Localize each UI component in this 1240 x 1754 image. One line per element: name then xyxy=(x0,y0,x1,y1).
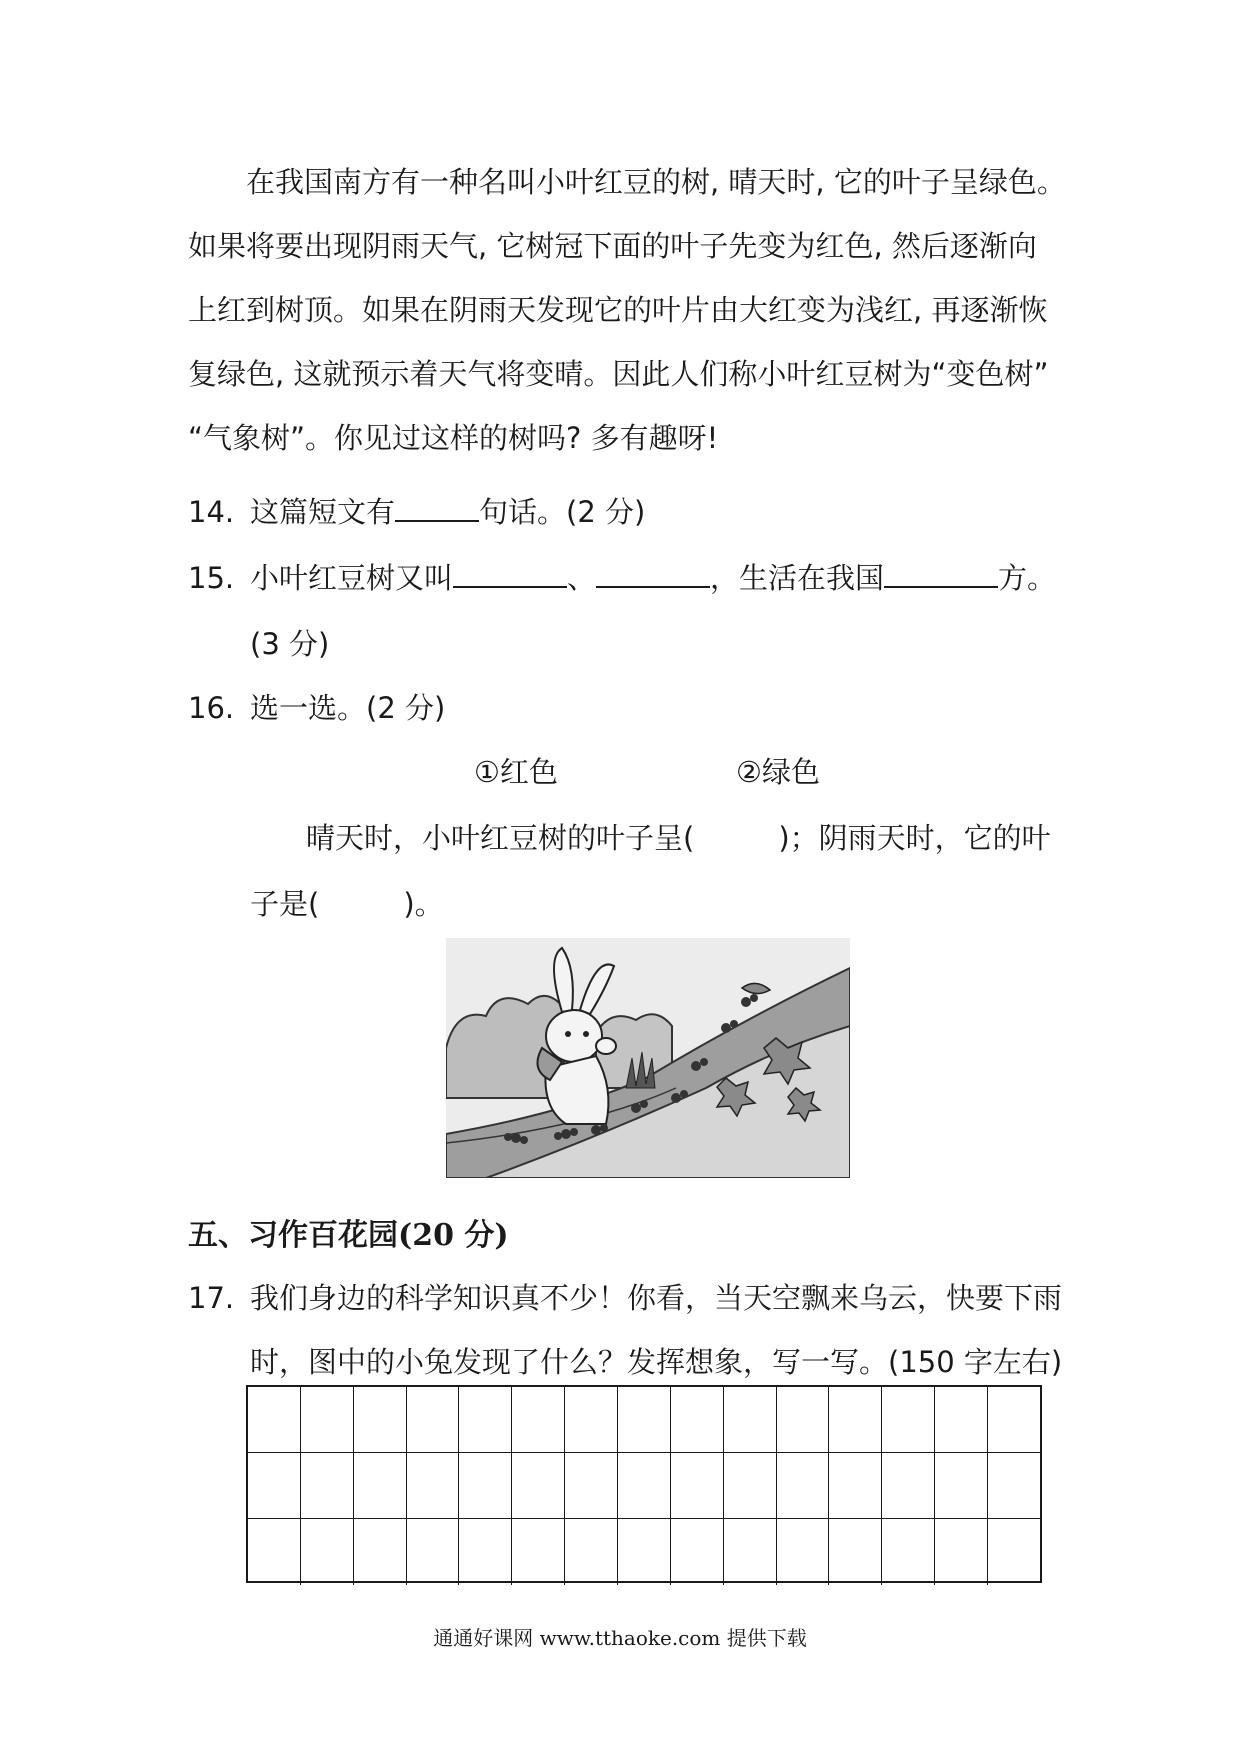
answer-blank[interactable] xyxy=(884,560,998,588)
passage-line: “气象树”。你见过这样的树吗? 多有趣呀! xyxy=(188,421,719,455)
grid-cell[interactable] xyxy=(301,1453,354,1519)
sentence-text: 子是( xyxy=(250,887,320,921)
option-red[interactable]: ①红色 xyxy=(474,755,558,789)
passage-line: 复绿色, 这就预示着天气将变晴。因此人们称小叶红豆树为“变色树” xyxy=(188,357,1049,391)
grid-cell[interactable] xyxy=(512,1519,565,1585)
passage-line: 如果将要出现阴雨天气, 它树冠下面的叶子先变为红色, 然后逐渐向 xyxy=(188,229,1037,263)
grid-cell[interactable] xyxy=(618,1519,671,1585)
question-number: 16. xyxy=(188,691,235,725)
question-text: 小叶红豆树又叫 xyxy=(250,561,454,595)
grid-cell[interactable] xyxy=(777,1453,830,1519)
grid-cell[interactable] xyxy=(829,1387,882,1453)
passage-line: 在我国南方有一种名叫小叶红豆的树, 晴天时, 它的叶子呈绿色。 xyxy=(246,165,1066,199)
grid-cell[interactable] xyxy=(882,1519,935,1585)
question-14 xyxy=(188,490,645,531)
grid-cell[interactable] xyxy=(459,1387,512,1453)
grid-cell[interactable] xyxy=(512,1453,565,1519)
grid-cell[interactable] xyxy=(671,1519,724,1585)
writing-grid[interactable] xyxy=(246,1385,1042,1583)
grid-cell[interactable] xyxy=(829,1453,882,1519)
question-number: 14. xyxy=(188,495,235,529)
grid-cell[interactable] xyxy=(248,1387,301,1453)
sentence-text: 晴天时，小叶红豆树的叶子呈( xyxy=(306,821,695,855)
answer-blank[interactable] xyxy=(453,560,567,588)
grid-cell[interactable] xyxy=(407,1387,460,1453)
grid-cell[interactable] xyxy=(724,1453,777,1519)
question-15-score: (3 分) xyxy=(250,627,330,661)
question-text: 、 xyxy=(567,561,597,595)
grid-cell[interactable] xyxy=(935,1453,988,1519)
question-16-sentence-cont xyxy=(250,882,444,923)
grid-cell[interactable] xyxy=(565,1387,618,1453)
grid-cell[interactable] xyxy=(301,1519,354,1585)
grid-cell[interactable] xyxy=(988,1453,1040,1519)
grid-cell[interactable] xyxy=(301,1387,354,1453)
grid-cell[interactable] xyxy=(407,1453,460,1519)
question-number: 15. xyxy=(188,561,235,595)
rabbit-and-ants-illustration xyxy=(446,938,850,1178)
grid-cell[interactable] xyxy=(777,1519,830,1585)
grid-cell[interactable] xyxy=(724,1519,777,1585)
grid-cell[interactable] xyxy=(935,1519,988,1585)
grid-cell[interactable] xyxy=(671,1387,724,1453)
grid-row xyxy=(248,1453,1040,1519)
sentence-text: )；阴雨天时，它的叶 xyxy=(778,821,1051,855)
grid-cell[interactable] xyxy=(882,1453,935,1519)
question-16 xyxy=(188,686,445,727)
grid-cell[interactable] xyxy=(248,1519,301,1585)
passage-line: 上红到树顶。如果在阴雨天发现它的叶片由大红变为浅红, 再逐渐恢 xyxy=(188,293,1048,327)
reading-passage xyxy=(188,150,1066,470)
question-text: 我们身边的科学知识真不少！你看，当天空飘来乌云，快要下雨 xyxy=(250,1281,1063,1315)
answer-blank[interactable] xyxy=(395,494,479,522)
grid-cell[interactable] xyxy=(618,1453,671,1519)
grid-cell[interactable] xyxy=(354,1453,407,1519)
grid-cell[interactable] xyxy=(988,1519,1040,1585)
question-text: 选一选。(2 分) xyxy=(250,691,446,725)
grid-cell[interactable] xyxy=(354,1519,407,1585)
footer-text: 通通好课网 www.tthaoke.com 提供下载 xyxy=(433,1626,807,1650)
question-text: 句话。(2 分) xyxy=(479,495,646,529)
question-text: 方。 xyxy=(998,561,1057,595)
grid-cell[interactable] xyxy=(248,1453,301,1519)
grid-cell[interactable] xyxy=(777,1387,830,1453)
grid-cell[interactable] xyxy=(988,1387,1040,1453)
grid-cell[interactable] xyxy=(618,1387,671,1453)
grid-cell[interactable] xyxy=(407,1519,460,1585)
grid-cell[interactable] xyxy=(354,1387,407,1453)
grid-cell[interactable] xyxy=(935,1387,988,1453)
grid-cell[interactable] xyxy=(512,1387,565,1453)
grid-cell[interactable] xyxy=(724,1387,777,1453)
grid-cell[interactable] xyxy=(459,1519,512,1585)
grid-cell[interactable] xyxy=(829,1519,882,1585)
question-text: 这篇短文有 xyxy=(250,495,396,529)
section-title: 五、习作百花园(20 分) xyxy=(188,1218,509,1253)
option-green[interactable]: ②绿色 xyxy=(736,755,820,789)
question-number: 17. xyxy=(188,1281,235,1315)
question-17-cont: 时，图中的小兔发现了什么？发挥想象，写一写。(150 字左右) xyxy=(250,1345,1063,1379)
grid-cell[interactable] xyxy=(565,1453,618,1519)
answer-blank[interactable] xyxy=(596,560,710,588)
grid-cell[interactable] xyxy=(565,1519,618,1585)
grid-cell[interactable] xyxy=(671,1453,724,1519)
question-16-sentence xyxy=(306,816,1051,857)
grid-cell[interactable] xyxy=(459,1453,512,1519)
sentence-text: )。 xyxy=(403,887,444,921)
question-text: ，生活在我国 xyxy=(710,561,885,595)
question-15 xyxy=(188,556,1056,597)
grid-row xyxy=(248,1519,1040,1585)
grid-cell[interactable] xyxy=(882,1387,935,1453)
grid-row xyxy=(248,1387,1040,1453)
question-17 xyxy=(188,1276,1062,1317)
